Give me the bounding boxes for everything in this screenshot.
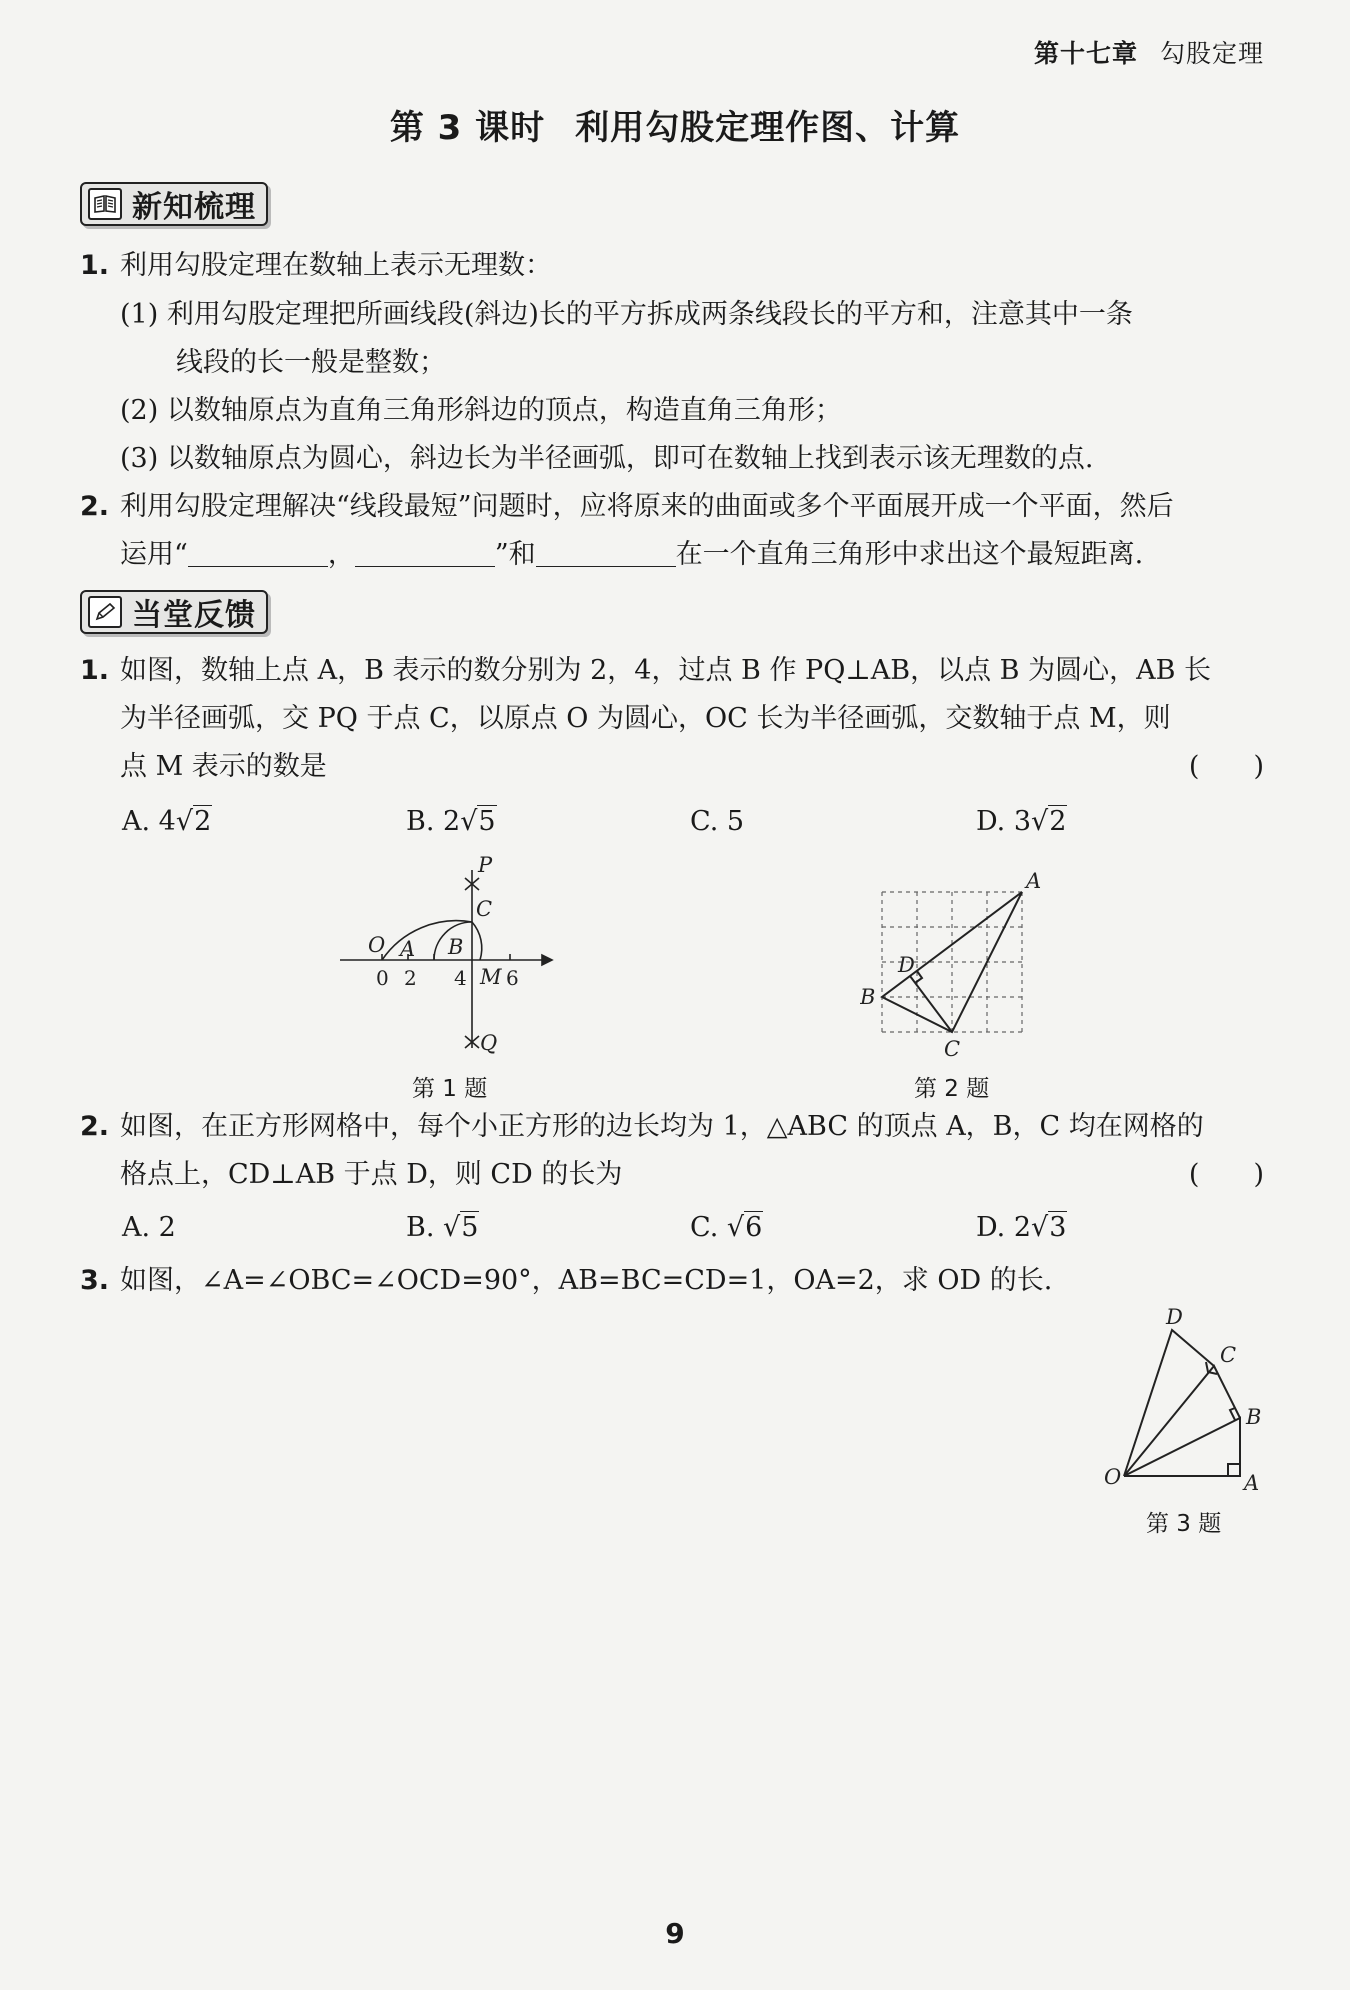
sqrt-sign: √2	[175, 806, 212, 837]
label-D: D	[1166, 1305, 1183, 1329]
figure-2-grid-triangle	[860, 870, 1060, 1060]
label-C: C	[944, 1037, 961, 1060]
text: ，	[327, 539, 355, 570]
radicand: 5	[461, 1212, 479, 1243]
question-text: 如图，数轴上点 A，B 表示的数分别为 2，4，过点 B 作 PQ⊥AB，以点 B 为圆心，AB 长	[120, 655, 1211, 686]
lesson-number: 第 3 课时	[389, 108, 546, 148]
q1-option-a[interactable]	[122, 806, 212, 837]
radicand: 3	[1049, 1212, 1067, 1243]
section-title: 新知梳理	[132, 190, 256, 225]
label-Q: Q	[480, 1031, 498, 1055]
figure-2-caption: 第 2 题	[914, 1076, 990, 1102]
question-text: 如图，在正方形网格中，每个小正方形的边长均为 1，△ABC 的顶点 A，B，C 均在网格的	[120, 1111, 1204, 1142]
q2-option-c[interactable]	[690, 1212, 763, 1243]
new-item-1-sub-1: (1) 利用勾股定理把所画线段(斜边)长的平方拆成两条线段长的平方和，注意其中一条	[120, 299, 1133, 330]
section-header-new-knowledge	[80, 182, 268, 226]
label-B: B	[448, 935, 464, 959]
option-label: A. 4	[122, 806, 176, 837]
item-number: 2.	[80, 491, 110, 522]
new-item-1	[80, 243, 552, 289]
chapter-number: 第十七章	[1033, 39, 1138, 68]
lesson-title	[0, 100, 1350, 149]
q2-option-d[interactable]	[976, 1212, 1067, 1243]
page-number: 9	[665, 1917, 685, 1950]
new-item-1-sub-1-cont: 线段的长一般是整数；	[176, 347, 446, 378]
tick-2: 2	[404, 966, 417, 990]
tick-0: 0	[376, 966, 389, 990]
text: ”和	[494, 539, 536, 570]
question-1-line-3: 点 M 表示的数是	[120, 751, 327, 782]
q1-option-d[interactable]	[976, 806, 1067, 837]
answer-blank-3[interactable]	[536, 536, 676, 567]
sqrt-sign: √6	[726, 1212, 763, 1243]
label-A: A	[400, 937, 416, 961]
question-2	[80, 1104, 1204, 1150]
question-text: 如图，∠A=∠OBC=∠OCD=90°，AB=BC=CD=1，OA=2，求 OD 的长.	[120, 1265, 1053, 1296]
label-A: A	[1026, 870, 1042, 893]
sqrt-sign: √2	[1031, 806, 1067, 837]
item-number: 1.	[80, 250, 110, 281]
label-O: O	[1104, 1465, 1122, 1489]
new-item-1-sub-2: (2) 以数轴原点为直角三角形斜边的顶点，构造直角三角形；	[120, 395, 842, 426]
pencil-icon	[88, 596, 122, 628]
question-number: 1.	[80, 655, 110, 686]
answer-blank-1[interactable]	[188, 536, 328, 567]
section-header-feedback	[80, 590, 268, 634]
option-label: B.	[406, 1212, 444, 1243]
question-number: 2.	[80, 1111, 110, 1142]
book-icon	[88, 188, 122, 220]
question-number: 3.	[80, 1265, 110, 1296]
question-1	[80, 648, 1211, 694]
option-label: D. 3	[976, 806, 1032, 837]
label-M: M	[480, 965, 502, 989]
sqrt-sign: √3	[1031, 1212, 1067, 1243]
label-C: C	[476, 897, 493, 921]
text: 在一个直角三角形中求出这个最短距离.	[675, 539, 1144, 570]
chapter-header	[1034, 34, 1264, 70]
tick-6: 6	[506, 966, 519, 990]
sqrt-sign: √5	[443, 1212, 479, 1243]
new-item-2-cont	[120, 532, 1143, 578]
figure-1-number-line	[330, 850, 570, 1070]
section-title: 当堂反馈	[132, 598, 256, 633]
figure-1-caption: 第 1 题	[412, 1076, 488, 1102]
item-text: 利用勾股定理在数轴上表示无理数：	[120, 250, 552, 281]
tick-4: 4	[454, 966, 467, 990]
q1-option-c[interactable]: C. 5	[690, 806, 745, 837]
lesson-title-text: 利用勾股定理作图、计算	[575, 108, 961, 148]
item-text: 利用勾股定理解决“线段最短”问题时，应将原来的曲面或多个平面展开成一个平面，然后	[120, 491, 1174, 522]
answer-paren-q1[interactable]: ( )	[1188, 751, 1264, 782]
label-B: B	[860, 985, 876, 1009]
question-1-line-2: 为半径画弧，交 PQ 于点 C，以原点 O 为圆心，OC 长为半径画弧，交数轴于点 M，则	[120, 703, 1171, 734]
label-A: A	[1244, 1471, 1260, 1495]
label-C: C	[1220, 1343, 1237, 1367]
option-label: D. 2	[976, 1212, 1032, 1243]
new-item-1-sub-3: (3) 以数轴原点为圆心，斜边长为半径画弧，即可在数轴上找到表示该无理数的点.	[120, 443, 1094, 474]
text: 运用“	[120, 539, 188, 570]
label-O: O	[368, 933, 386, 957]
new-item-2	[80, 484, 1174, 530]
label-D: D	[898, 953, 915, 977]
q2-option-b[interactable]	[406, 1212, 479, 1243]
answer-paren-q2[interactable]: ( )	[1188, 1159, 1264, 1190]
q2-option-a[interactable]: A. 2	[122, 1212, 176, 1243]
question-3	[80, 1258, 1052, 1304]
label-P: P	[478, 853, 493, 877]
radicand: 2	[194, 806, 212, 837]
radicand: 2	[1049, 806, 1067, 837]
figure-3-spiral-triangles	[1100, 1300, 1270, 1500]
option-label: B. 2	[406, 806, 461, 837]
figure-3-caption: 第 3 题	[1146, 1511, 1222, 1537]
chapter-topic: 勾股定理	[1159, 39, 1264, 68]
q1-option-b[interactable]	[406, 806, 497, 837]
radicand: 6	[745, 1212, 763, 1243]
radicand: 5	[478, 806, 496, 837]
option-label: C.	[690, 1212, 727, 1243]
question-2-line-2: 格点上，CD⊥AB 于点 D，则 CD 的长为	[120, 1159, 623, 1190]
label-B: B	[1246, 1405, 1262, 1429]
answer-blank-2[interactable]	[355, 536, 495, 567]
sqrt-sign: √5	[460, 806, 496, 837]
